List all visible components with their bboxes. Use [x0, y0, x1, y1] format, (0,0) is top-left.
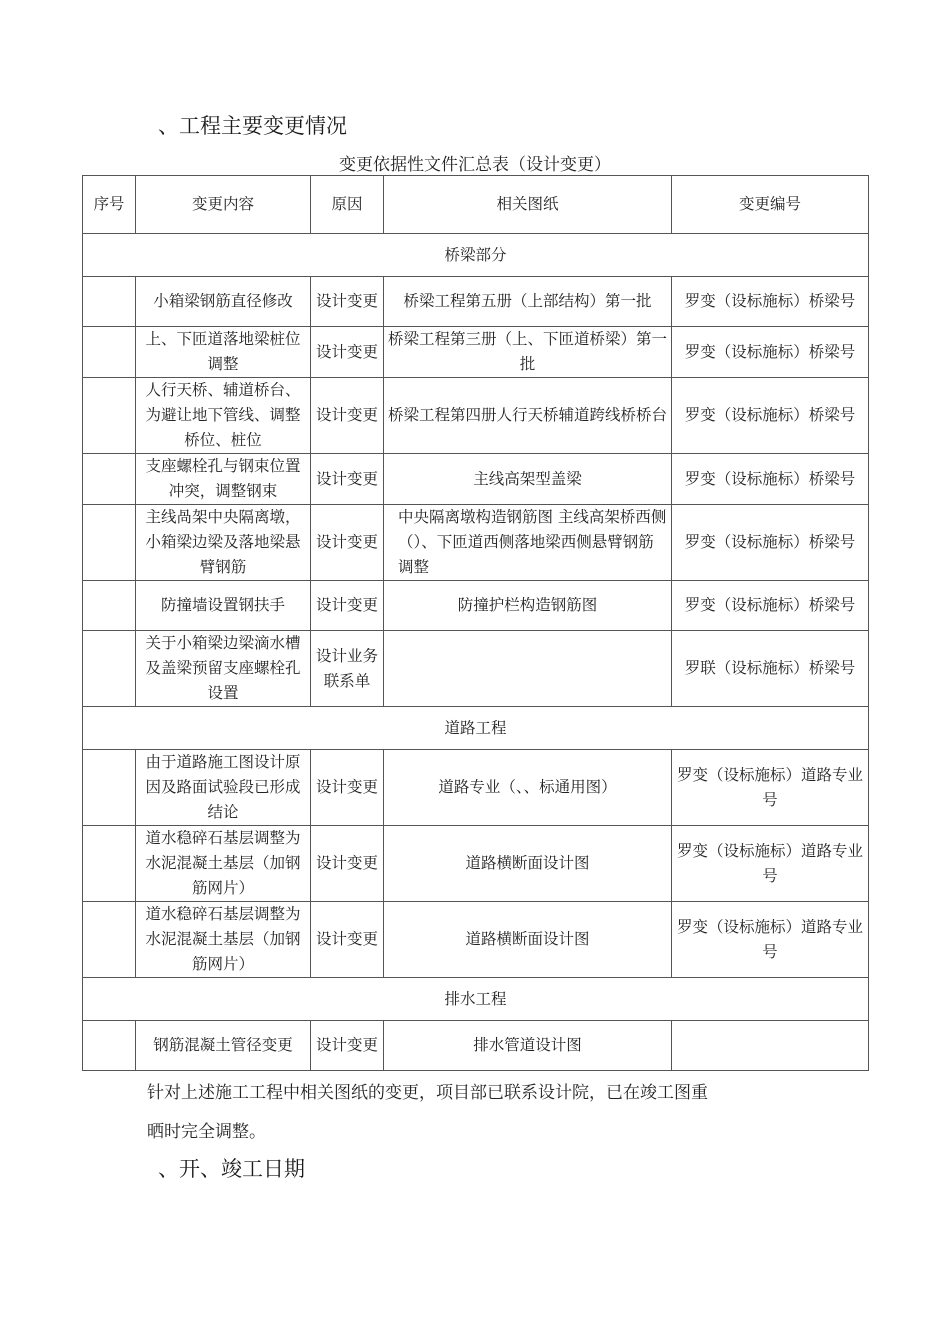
cell-content: 关于小箱梁边梁滴水槽及盖梁预留支座螺栓孔设置 [136, 631, 311, 707]
table-row [83, 277, 869, 327]
cell-code: 罗变（设标施标）桥梁号 [672, 505, 869, 581]
table-row [83, 505, 869, 581]
cell-code: 罗变（设标施标）桥梁号 [672, 581, 869, 631]
header-cell-no: 序号 [83, 176, 136, 234]
cell-code: 罗变（设标施标）道路专业号 [672, 902, 869, 978]
cell-reason: 设计变更 [311, 581, 384, 631]
cell-no [83, 277, 136, 327]
cell-no [83, 631, 136, 707]
cell-content: 由于道路施工图设计原因及路面试验段已形成结论 [136, 750, 311, 826]
section-row-bridge [83, 234, 869, 277]
cell-content: 支座螺栓孔与钢束位置冲突，调整钢束 [136, 454, 311, 505]
cell-content: 道水稳碎石基层调整为水泥混凝土基层（加钢筋网片） [136, 826, 311, 902]
cell-reason: 设计变更 [311, 826, 384, 902]
cell-drawings [384, 631, 672, 707]
cell-no [83, 902, 136, 978]
cell-content: 道水稳碎石基层调整为水泥混凝土基层（加钢筋网片） [136, 902, 311, 978]
cell-content: 钢筋混凝土管径变更 [136, 1021, 311, 1071]
cell-drawings: 道路横断面设计图 [384, 826, 672, 902]
cell-drawings: 中央隔离墩构造钢筋图 主线高架桥西侧（）、下匝道西侧落地梁西侧悬臂钢筋调整 [384, 505, 672, 581]
cell-code: 罗变（设标施标）桥梁号 [672, 327, 869, 378]
section-row-drainage [83, 978, 869, 1021]
cell-content: 小箱梁钢筋直径修改 [136, 277, 311, 327]
table-row [83, 631, 869, 707]
cell-content: 防撞墙设置钢扶手 [136, 581, 311, 631]
cell-no [83, 581, 136, 631]
cell-no [83, 454, 136, 505]
table-row [83, 454, 869, 505]
cell-reason: 设计业务联系单 [311, 631, 384, 707]
cell-drawings: 桥梁工程第三册（上、下匝道桥梁）第一批 [384, 327, 672, 378]
cell-code: 罗联（设标施标）桥梁号 [672, 631, 869, 707]
cell-drawings: 道路专业（、、标通用图） [384, 750, 672, 826]
cell-reason: 设计变更 [311, 378, 384, 454]
cell-no [83, 826, 136, 902]
cell-reason: 设计变更 [311, 505, 384, 581]
cell-no [83, 327, 136, 378]
cell-drawings: 排水管道设计图 [384, 1021, 672, 1071]
table-caption: 变更依据性文件汇总表（设计变更） [339, 155, 611, 175]
section-heading: 、工程主要变更情况 [158, 114, 347, 138]
section-title: 桥梁部分 [83, 234, 869, 277]
cell-drawings: 防撞护栏构造钢筋图 [384, 581, 672, 631]
cell-content: 主线咼架中央隔离墩，小箱梁边梁及落地梁悬臂钢筋 [136, 505, 311, 581]
next-section-heading: 、开、竣工日期 [158, 1157, 305, 1181]
header-cell-reason: 原因 [311, 176, 384, 234]
change-summary-table [82, 175, 869, 1071]
cell-code: 罗变（设标施标）桥梁号 [672, 277, 869, 327]
cell-code: 罗变（设标施标）道路专业号 [672, 826, 869, 902]
cell-drawings: 主线高架型盖梁 [384, 454, 672, 505]
cell-reason: 设计变更 [311, 277, 384, 327]
cell-reason: 设计变更 [311, 327, 384, 378]
cell-reason: 设计变更 [311, 750, 384, 826]
section-title: 道路工程 [83, 707, 869, 750]
header-cell-code: 变更编号 [672, 176, 869, 234]
cell-reason: 设计变更 [311, 1021, 384, 1071]
cell-no [83, 505, 136, 581]
section-title: 排水工程 [83, 978, 869, 1021]
table-row [83, 826, 869, 902]
table-header-row [83, 176, 869, 234]
cell-content: 人行天桥、辅道桥台、为避让地下管线、调整桥位、桩位 [136, 378, 311, 454]
cell-content: 上、下匝道落地梁桩位调整 [136, 327, 311, 378]
cell-reason: 设计变更 [311, 454, 384, 505]
cell-code: 罗变（设标施标）桥梁号 [672, 454, 869, 505]
cell-code: 罗变（设标施标）道路专业号 [672, 750, 869, 826]
table-row [83, 378, 869, 454]
section-row-road [83, 707, 869, 750]
paragraph-line: 晒时完全调整。 [147, 1122, 266, 1142]
paragraph-line: 针对上述施工工程中相关图纸的变更，项目部已联系设计院，已在竣工图重 [147, 1083, 708, 1103]
table-row [83, 327, 869, 378]
cell-drawings: 桥梁工程第五册（上部结构）第一批 [384, 277, 672, 327]
cell-no [83, 378, 136, 454]
table-row [83, 581, 869, 631]
cell-no [83, 1021, 136, 1071]
cell-code: 罗变（设标施标）桥梁号 [672, 378, 869, 454]
header-cell-content: 变更内容 [136, 176, 311, 234]
header-cell-drawings: 相关图纸 [384, 176, 672, 234]
table-row [83, 902, 869, 978]
table-row [83, 1021, 869, 1071]
cell-drawings: 桥梁工程第四册人行天桥辅道跨线桥桥台 [384, 378, 672, 454]
table-row [83, 750, 869, 826]
cell-drawings: 道路横断面设计图 [384, 902, 672, 978]
cell-code [672, 1021, 869, 1071]
cell-no [83, 750, 136, 826]
cell-reason: 设计变更 [311, 902, 384, 978]
